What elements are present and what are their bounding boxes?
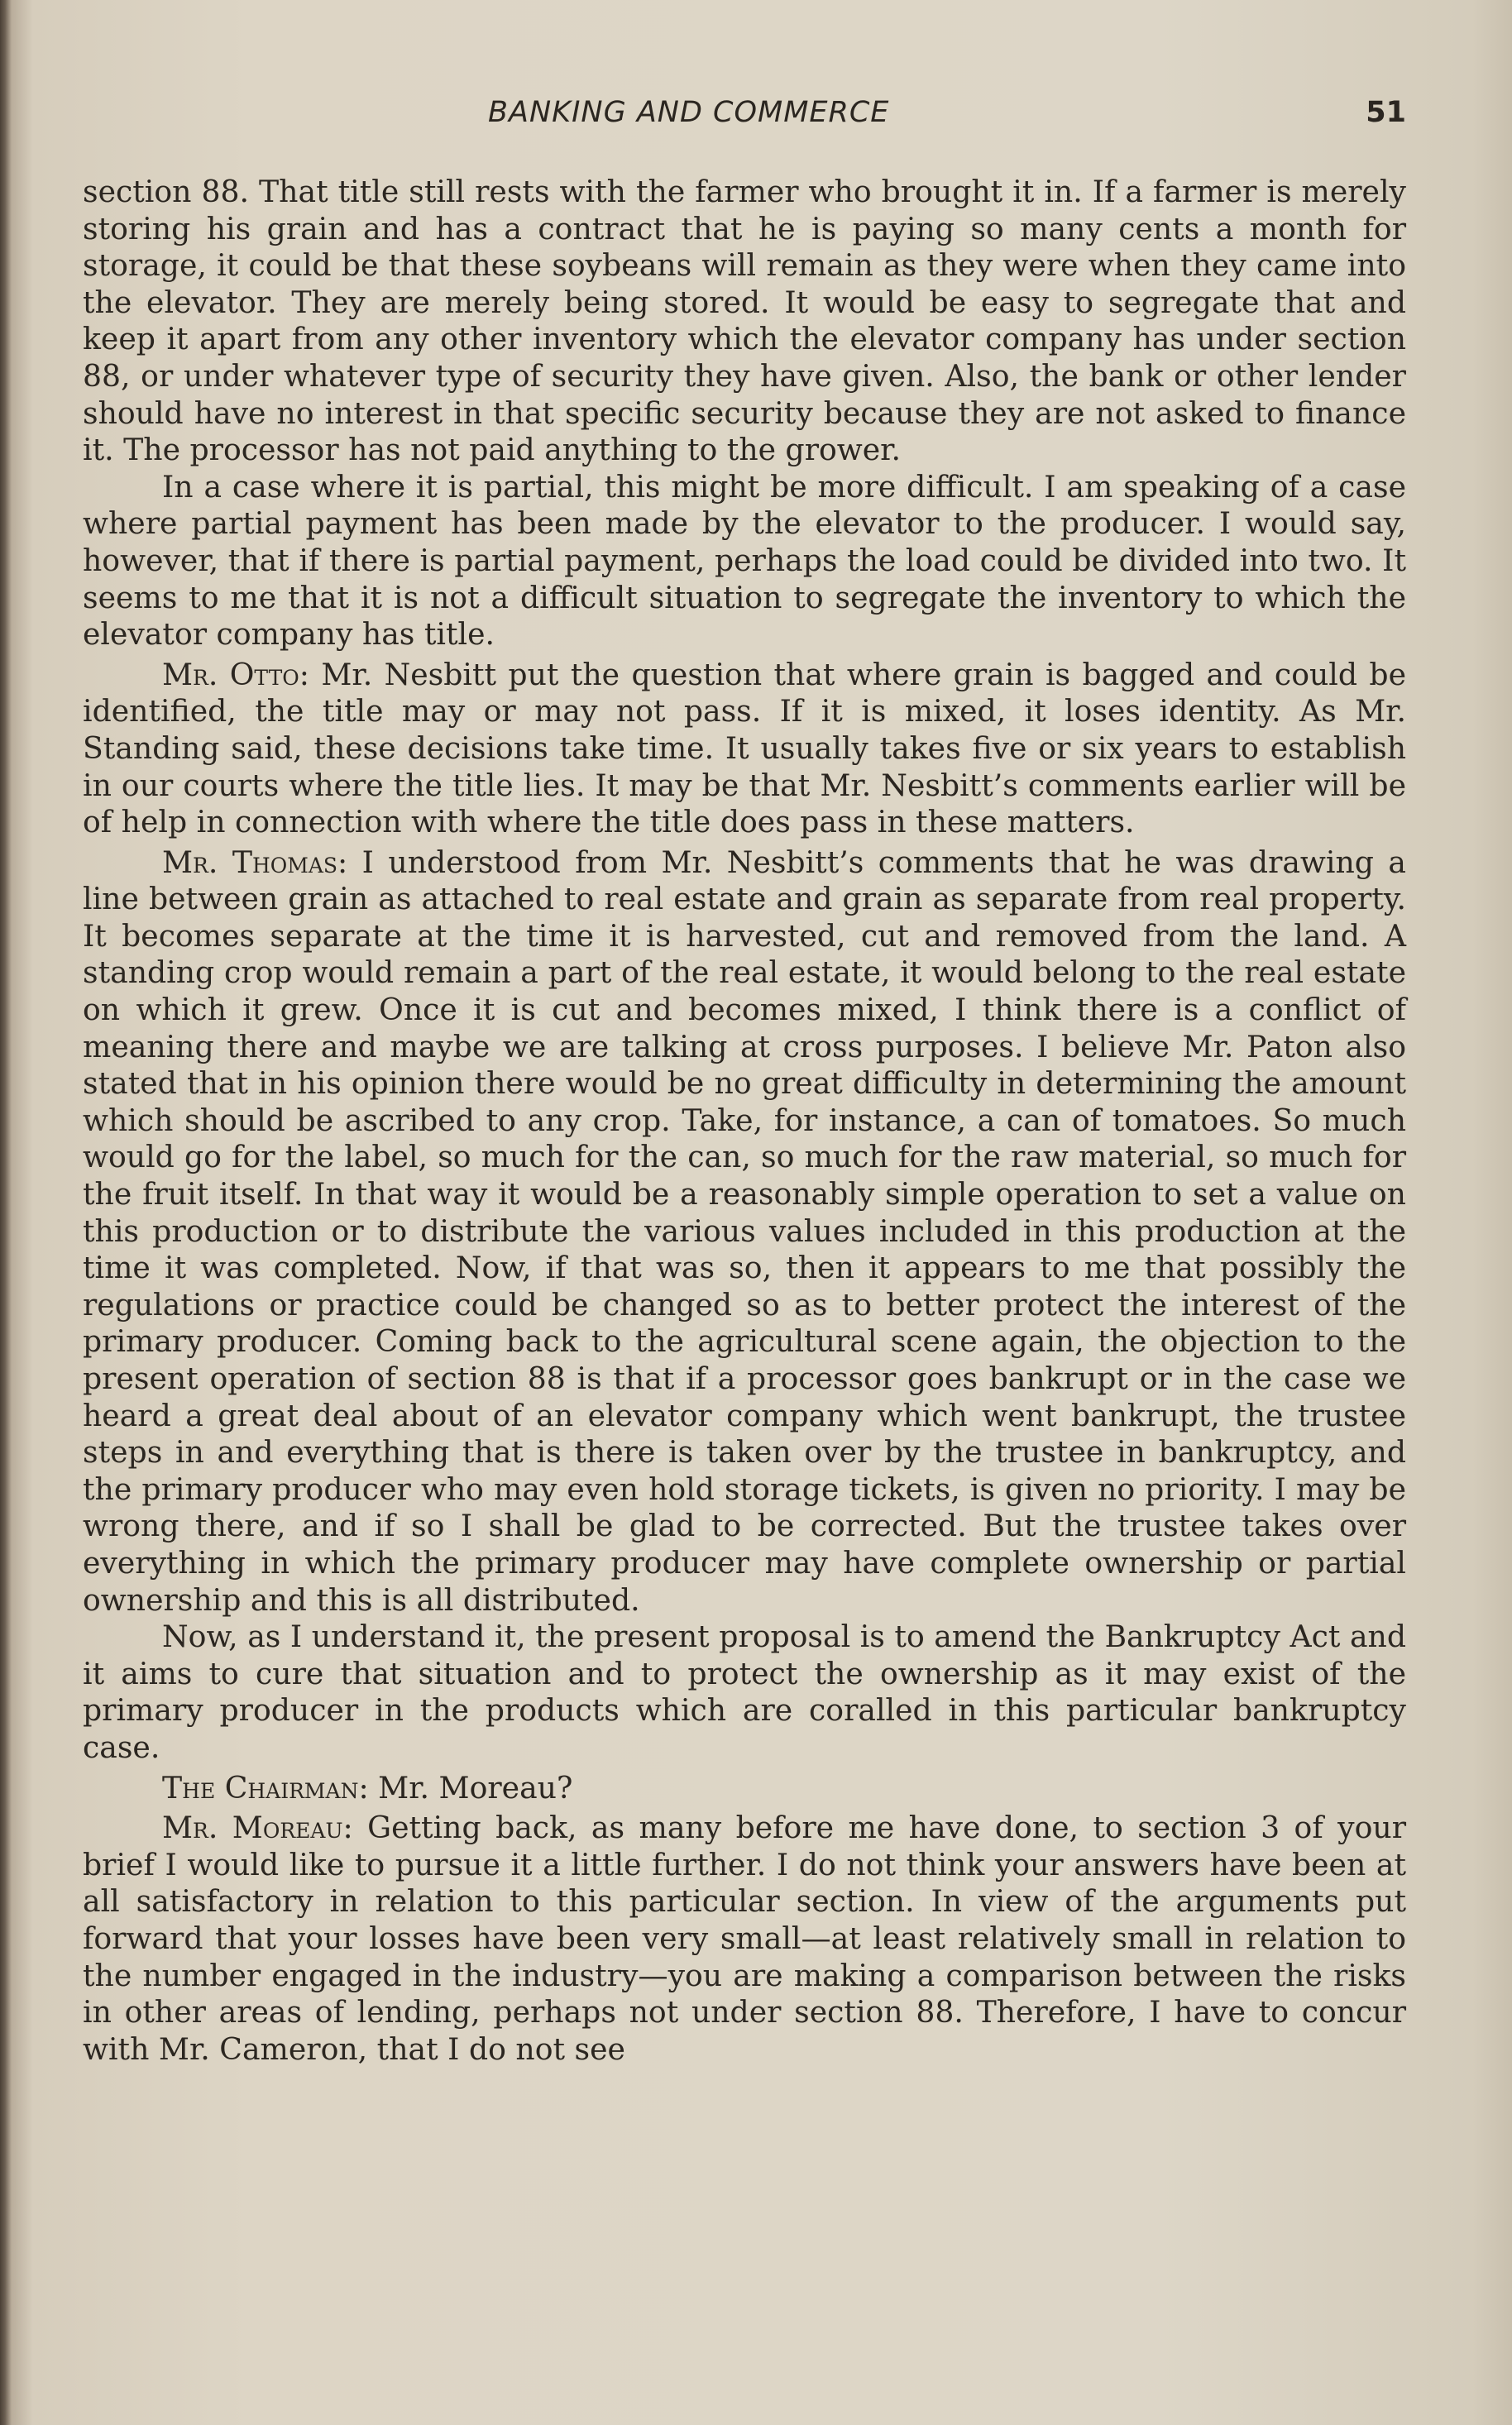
running-header: [83, 96, 1406, 137]
speaker-name: Mr. Otto:: [162, 656, 309, 692]
paragraph-text: I understood from Mr. Nesbitt’s comments that he was drawing a line between grain as attached to real estate and grain as separate from real property. It becomes separate at the time it is harvested, cut and removed from the land. A standing crop would remain a part of the real estate, it would belong to the real estate on which it grew. Once it is cut and becomes mixed, I think there is a conflict of meaning there and maybe we are talking at cross purposes. I believe Mr. Paton also stated that in his opinion there would be no great difficulty in determining the amount which should be ascribed to any crop. Take, for instance, a can of tomatoes. So much would go for the label, so much for the can, so much for the raw material, so much for the fruit itself. In that way it would be a reasonably simple operation to set a value on this production or to distribute the various values included in this production at the time it was completed. Now, if that was so, then it appears to me that possibly the regulations or practice could be changed so as to better protect the interest of the primary producer. Coming back to the agricultural scene again, the objection to the present operation of section 88 is that if a processor goes bankrupt or in the case we heard a great deal about of an elevator company which went bankrupt, the trustee steps in and everything that is there is taken over by the trustee in bankruptcy, and the primary producer who may even hold storage tickets, is given no priority. I may be wrong there, and if so I shall be glad to be corrected. But the trustee takes over everything in which the primary producer may have complete ownership or partial ownership and this is all distributed.: [83, 844, 1406, 1618]
paragraph-text: Now, as I understand it, the present proposal is to amend the Bankruptcy Act and it aims to cure that situation and to protect the ownership as it may exist of the primary producer in the products which are coralled in this particular bankruptcy case.: [83, 1619, 1406, 1765]
paragraph-moreau: [83, 1810, 1406, 2068]
page-content: [83, 0, 1406, 2425]
speaker-name: Mr. Thomas:: [162, 844, 348, 880]
paragraph-otto: [83, 657, 1406, 841]
paragraph-text: Getting back, as many before me have done, to section 3 of your brief I would like to pursue it a little further. I do not think your answers have been at all satisfactory in relation to this particular section. In view of the arguments put forward that your losses have been very small—at least relatively small in relation to the number engaged in the industry—you are making a comparison between the risks in other areas of lending, perhaps not under section 88. Therefore, I have to concur with Mr. Cameron, that I do not see: [83, 1810, 1406, 2067]
paragraph-chairman: [83, 1770, 1406, 1807]
speaker-name: The Chairman:: [162, 1769, 369, 1806]
paragraph-continuation: [83, 174, 1406, 469]
body-text: [83, 174, 1406, 2068]
paragraph-text: In a case where it is partial, this might be more difficult. I am speaking of a case where partial payment has been made by the elevator to the producer. I would say, however, that if there is partial payment, perhaps the load could be divided into two. It seems to me that it is not a difficult situation to segregate the inventory to which the elevator company has title.: [83, 468, 1406, 653]
speaker-name: Mr. Moreau:: [162, 1810, 353, 1846]
paragraph-text: section 88. That title still rests with the farmer who brought it in. If a farmer is merely storing his grain and has a contract that he is paying so many cents a month for storage, it could be that these soybeans will remain as they were when they came into the elevator. They are merely being stored. It would be easy to segregate that and keep it apart from any other inventory which the elevator company has under section 88, or under whatever type of security they have given. Also, the bank or other lender should have no interest in that specific security because they are not asked to finance it. The processor has not paid anything to the grower.: [83, 174, 1406, 468]
paragraph-text: Mr. Moreau?: [368, 1769, 573, 1806]
paragraph-thomas: [83, 844, 1406, 1619]
paragraph-text: Mr. Nesbitt put the question that where grain is bagged and could be identified, the title may or may not pass. If it is mixed, it loses identity. As Mr. Standing said, these decisions take time. It usually takes five or six years to establish in our courts where the title lies. It may be that Mr. Nesbitt’s comments earlier will be of help in connection with where the title does pass in these matters.: [83, 656, 1406, 840]
paragraph-partial-payment: [83, 469, 1406, 653]
paragraph-bankruptcy-act: [83, 1619, 1406, 1766]
running-title: BANKING AND COMMERCE: [488, 96, 890, 129]
page-number: 51: [1366, 96, 1406, 129]
